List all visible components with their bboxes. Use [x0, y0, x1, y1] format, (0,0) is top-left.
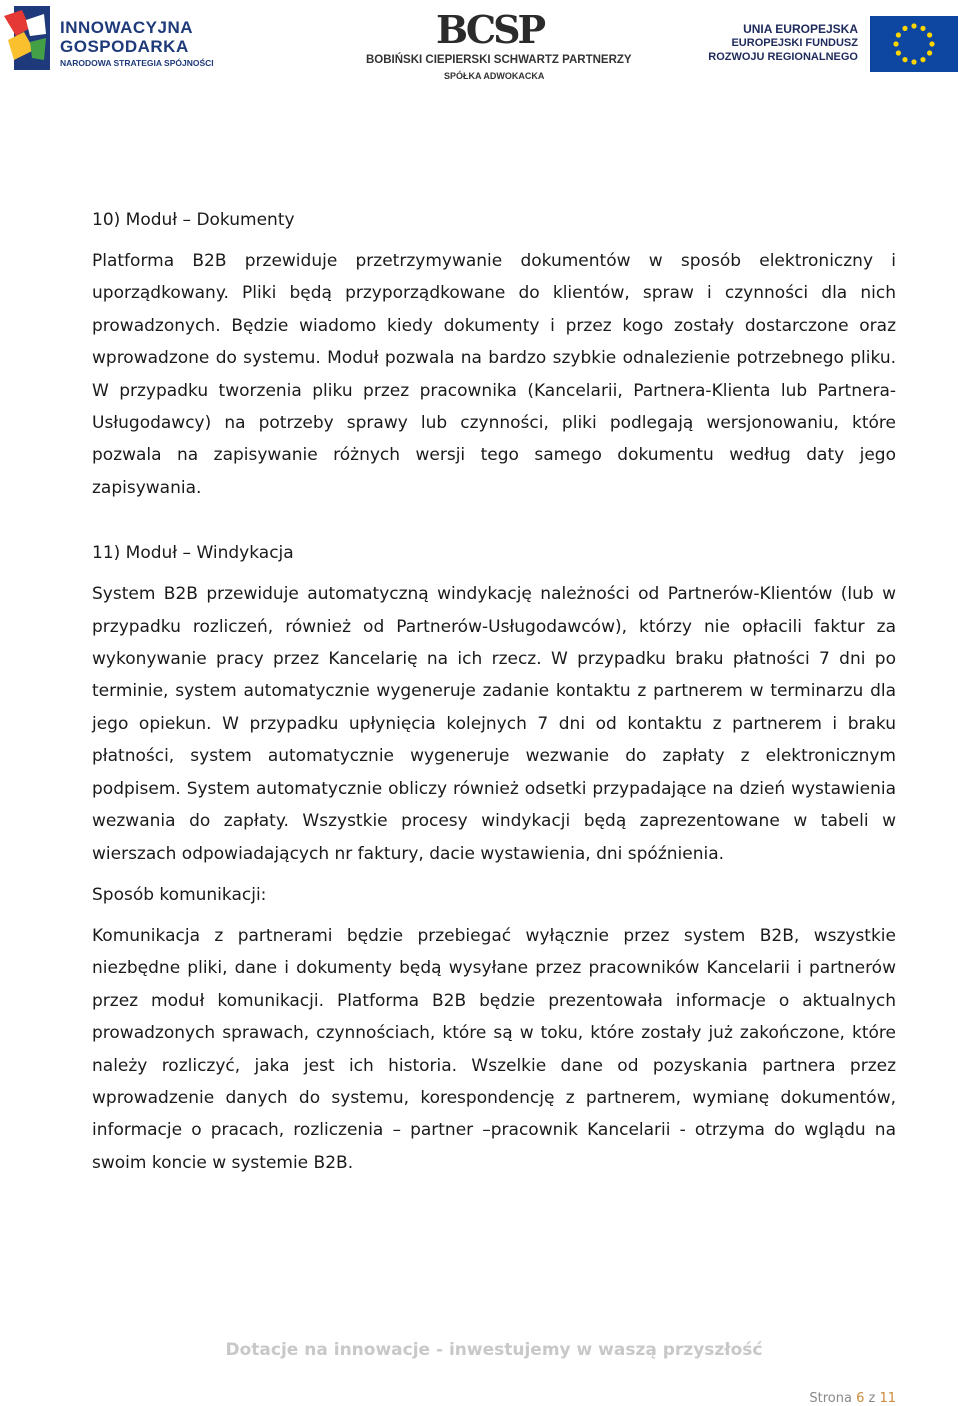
logo-ig-line1: INNOWACYJNA — [60, 18, 194, 37]
section-heading-dokumenty: 10) Moduł – Dokumenty — [92, 210, 295, 230]
page-total: 11 — [879, 1391, 896, 1406]
page-header — [0, 0, 960, 90]
eu-logo-line3: ROZWOJU REGIONALNEGO — [708, 51, 858, 63]
logo-ig-line2: GOSPODARKA — [60, 37, 189, 56]
bcsp-logo — [360, 7, 632, 85]
section-heading-windykacja: 11) Moduł – Windykacja — [92, 543, 294, 564]
eu-logo-line2: EUROPEJSKI FUNDUSZ — [731, 37, 858, 49]
logo-ig-line3: NARODOWA STRATEGIA SPÓJNOŚCI — [60, 58, 214, 68]
footer-slogan: Dotacje na innowacje - inwestujemy w waszą przyszłość — [225, 1340, 763, 1360]
document-body — [92, 204, 896, 1188]
eu-logo-line1: UNIA EUROPEJSKA — [743, 22, 858, 36]
paragraph-windykacja: System B2B przewiduje automatyczną windykację należności od Partnerów-Klientów (lub w przypadku rozliczeń, również od Partnerów-Usługodawców), którzy nie opłacili faktur za wykonywanie pracy przez Kancelarię na ich rzecz. W przypadku braku płatności 7 dni po terminie, system automatycznie wygeneruje zadanie kontaktu z partnerem w terminarzu dla jego opiekun. W przypadku upłynięcia kolejnych 7 dni od kontaktu z partnerem i braku płatności, system automatycznie wygeneruje wezwanie do zapłaty z elektronicznym podpisem. System automatycznie obliczy również odsetki przypadające na dzień wystawienia wezwania do zapłaty. Wszystkie procesy windykacji będą zaprezentowane w tabeli w wierszach odpowiadających nr faktury, dacie wystawienia, dni spóźnienia. — [92, 584, 896, 864]
bcsp-firm-type: SPÓŁKA ADWOKACKA — [444, 71, 545, 81]
section-heading-komunikacja: Sposób komunikacji: — [92, 884, 267, 905]
bcsp-firm-name: BOBIŃSKI CIEPIERSKI SCHWARTZ PARTNERZY — [366, 54, 632, 66]
bcsp-monogram: BCSP — [436, 7, 544, 52]
page-current: 6 — [856, 1391, 865, 1406]
page-number — [809, 1391, 896, 1406]
eu-flag-icon — [870, 16, 958, 72]
page-label: Strona — [809, 1391, 852, 1406]
innowacyjna-gospodarka-logo — [4, 4, 214, 72]
paragraph-dokumenty: Platforma B2B przewiduje przetrzymywanie dokumentów w sposób elektroniczny i uporządkowany. Pliki będą przyporządkowane do klientów, spraw i czynności dla nich prowadzonych. Będzie wiadomo kiedy dokumenty i przez kogo zostały dostarczone oraz wprowadzone do systemu. Moduł pozwala na bardzo szybkie odnalezienie potrzebnego pliku. W przypadku tworzenia pliku przez pracownika (Kancelarii, Partnera-Klienta lub Partnera-Usługodawcy) na potrzeby sprawy lub czynności, pliki podlegają wersjonowaniu, które pozwala na zapisywanie różnych wersji tego samego dokumentu według daty jego zapisywania. — [92, 251, 896, 498]
page-separator: z — [868, 1391, 876, 1406]
paragraph-komunikacja: Komunikacja z partnerami będzie przebiegać wyłącznie przez system B2B, wszystkie niezbędne pliki, dane i dokumenty będą wysyłane przez pracowników Kancelarii i partnerów przez moduł komunikacji. Platforma B2B będzie prezentowała informacje o aktualnych prowadzonych sprawach, czynnościach, które są w toku, które zostały już zakończone, które należy rozliczyć, jaka jest ich historia. Wszelkie dane od pozyskania partnera przez wprowadzenie danych do systemu, korespondencję z partnerem, wymianę dokumentów, informacje o pracach, rozliczenia – partner –pracownik Kancelarii - otrzyma do wglądu na swoim koncie w systemie B2B. — [92, 925, 896, 1173]
innowacyjna-gospodarka-emblem-icon — [4, 6, 50, 70]
eu-fund-logo — [708, 14, 958, 72]
